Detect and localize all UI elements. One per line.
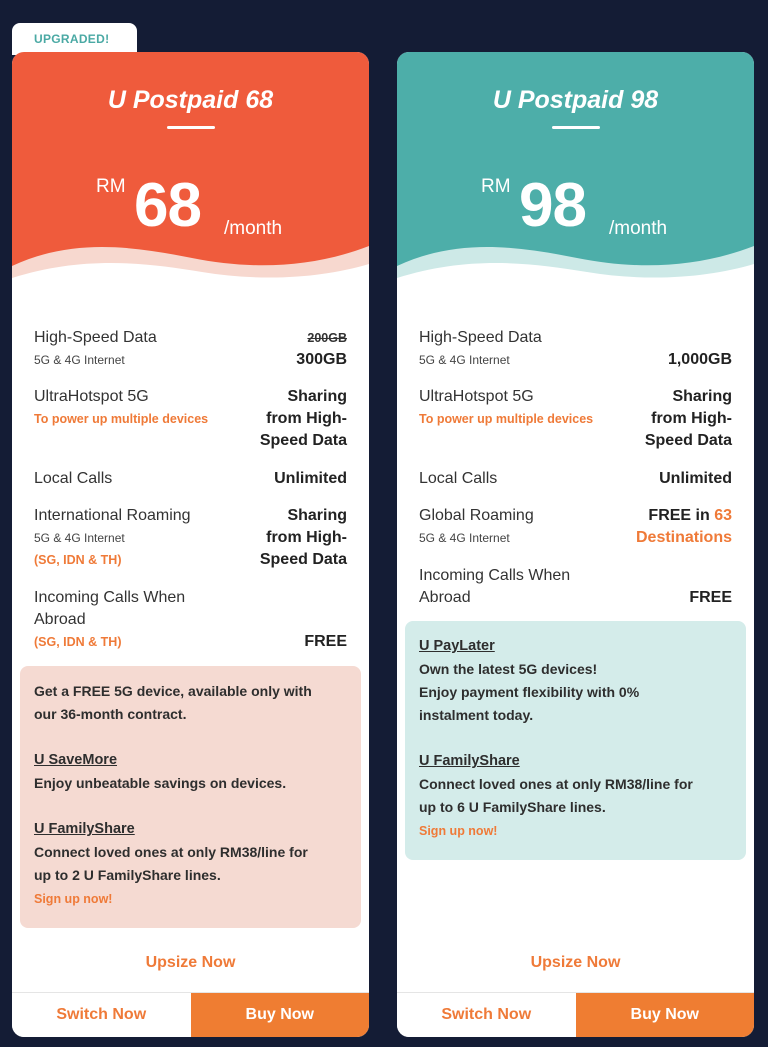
- upsize-now-link[interactable]: Upsize Now: [145, 954, 236, 971]
- feature-label: Incoming Calls When: [419, 567, 571, 584]
- feature-sublabel-countries: (SG, IDN & TH): [34, 635, 122, 649]
- feature-label: High-Speed Data: [419, 329, 542, 346]
- promo-box: [20, 666, 361, 928]
- promo-text: up to 2 U FamilyShare lines.: [34, 867, 221, 883]
- feature-roaming: [419, 505, 732, 549]
- value-line: Destinations: [635, 529, 732, 546]
- promo-text: instalment today.: [419, 707, 534, 723]
- sign-up-link[interactable]: Sign up now!: [34, 892, 113, 906]
- card-actions: [12, 992, 369, 1037]
- feature-value: [260, 386, 347, 452]
- feature-value: Unlimited: [659, 470, 732, 487]
- promo-box: [405, 621, 746, 860]
- new-data-value: 300GB: [296, 351, 347, 368]
- plan-header: [12, 52, 369, 298]
- promo-text: Own the latest 5G devices!: [419, 661, 598, 677]
- price-currency: RM: [481, 176, 511, 197]
- feature-sublabel: 5G & 4G Internet: [419, 531, 510, 545]
- savemore-link[interactable]: U SaveMore: [34, 752, 118, 768]
- promo-text: our 36-month contract.: [34, 706, 187, 722]
- plan-title: U Postpaid 68: [107, 86, 274, 114]
- value-line: Sharing: [672, 388, 732, 405]
- feature-value: [636, 505, 732, 549]
- value-line: [636, 505, 732, 527]
- price-period: /month: [224, 218, 283, 239]
- feature-sublabel: 5G & 4G Internet: [34, 353, 125, 367]
- old-data-value: 200GB: [307, 331, 347, 345]
- promo-text: Get a FREE 5G device, available only with: [34, 683, 312, 699]
- feature-label: UltraHotspot 5G: [34, 388, 149, 405]
- value-line: Sharing: [287, 507, 347, 524]
- value-line: from High-: [266, 410, 347, 427]
- feature-label: Global Roaming: [419, 507, 534, 524]
- feature-label: UltraHotspot 5G: [419, 388, 534, 405]
- promo-text: Connect loved ones at only RM38/line for: [34, 844, 308, 860]
- feature-data: [419, 327, 732, 371]
- feature-label: Local Calls: [34, 470, 113, 487]
- feature-label: Local Calls: [419, 470, 498, 487]
- feature-incoming-calls: [34, 587, 347, 653]
- title-divider: [167, 126, 215, 129]
- feature-roaming: [34, 505, 347, 571]
- destination-count: 63: [714, 507, 732, 524]
- value-line: Speed Data: [644, 432, 732, 449]
- buy-now-button[interactable]: Buy Now: [191, 993, 370, 1037]
- price-currency: RM: [96, 176, 126, 197]
- header-wave: [397, 238, 754, 298]
- title-divider: [552, 126, 600, 129]
- value-line: from High-: [266, 529, 347, 546]
- plan-title: U Postpaid 98: [492, 86, 659, 114]
- feature-label: International Roaming: [34, 507, 191, 524]
- feature-hotspot: [419, 386, 732, 449]
- promo-text: Enjoy payment flexibility with 0%: [419, 684, 640, 700]
- feature-value: [296, 327, 347, 371]
- value-text: FREE in: [648, 507, 715, 524]
- feature-value: Unlimited: [274, 470, 347, 487]
- feature-label: Abroad: [419, 589, 471, 606]
- promo-text: Connect loved ones at only RM38/line for: [419, 776, 693, 792]
- feature-sublabel: To power up multiple devices: [34, 412, 209, 426]
- feature-local-calls: [419, 468, 732, 490]
- value-line: Speed Data: [259, 432, 347, 449]
- switch-now-button[interactable]: Switch Now: [397, 993, 576, 1037]
- feature-sublabel: 5G & 4G Internet: [34, 531, 125, 545]
- feature-sublabel: 5G & 4G Internet: [419, 353, 510, 367]
- feature-label: High-Speed Data: [34, 329, 157, 346]
- promo-text: up to 6 U FamilyShare lines.: [419, 799, 606, 815]
- switch-now-button[interactable]: Switch Now: [12, 993, 191, 1037]
- feature-data: [34, 327, 347, 371]
- price-amount: 68: [134, 171, 201, 240]
- card-actions: [397, 992, 754, 1037]
- value-line: Sharing: [287, 388, 347, 405]
- header-wave: [12, 238, 369, 298]
- feature-value: [645, 386, 732, 452]
- price-period: /month: [609, 218, 668, 239]
- familyshare-link[interactable]: U FamilyShare: [34, 821, 135, 837]
- buy-now-button[interactable]: Buy Now: [576, 993, 755, 1037]
- feature-incoming-calls: [419, 565, 732, 609]
- value-line: from High-: [651, 410, 732, 427]
- plan-header: [397, 52, 754, 298]
- sign-up-link[interactable]: Sign up now!: [419, 824, 498, 838]
- feature-label: Abroad: [34, 611, 86, 628]
- promo-text: Enjoy unbeatable savings on devices.: [34, 775, 287, 791]
- feature-label: Incoming Calls When: [34, 589, 186, 606]
- feature-value: FREE: [304, 633, 347, 650]
- feature-value: FREE: [689, 589, 732, 606]
- feature-value: 1,000GB: [667, 351, 732, 368]
- paylater-link[interactable]: U PayLater: [419, 638, 495, 654]
- feature-sublabel: To power up multiple devices: [419, 412, 594, 426]
- upgraded-badge: UPGRADED!: [12, 23, 137, 55]
- feature-value: [260, 505, 347, 571]
- familyshare-link[interactable]: U FamilyShare: [419, 753, 520, 769]
- upsize-now-link[interactable]: Upsize Now: [530, 954, 621, 971]
- plan-card-68: [12, 52, 369, 1037]
- feature-sublabel-countries: (SG, IDN & TH): [34, 553, 122, 567]
- feature-hotspot: [34, 386, 347, 449]
- value-line: Speed Data: [259, 551, 347, 568]
- feature-local-calls: [34, 468, 347, 490]
- price-amount: 98: [519, 171, 586, 240]
- plan-card-98: [397, 52, 754, 1037]
